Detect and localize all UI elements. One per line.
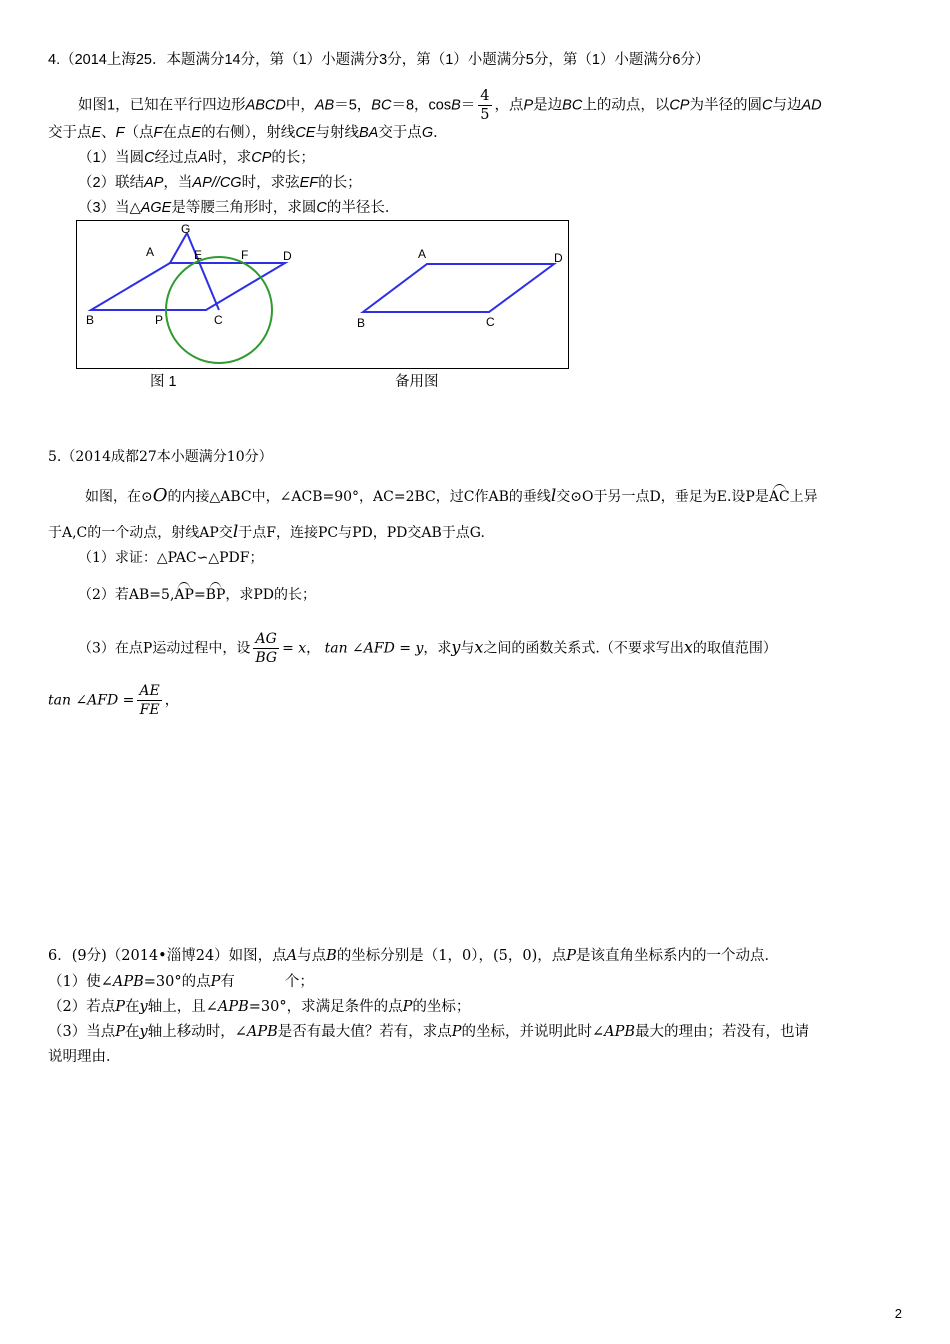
fig1-label-p: P: [155, 313, 164, 327]
fig1-label-c: C: [214, 313, 223, 327]
q6-subq-3-cont: 说明理由．: [48, 1049, 121, 1065]
q5-header: 5.（2014成都27本小题满分10分）: [48, 449, 273, 465]
fig2-label-b: B: [357, 316, 366, 330]
fig1-label-d: D: [283, 249, 292, 263]
q5-subq-3: （3）在点P运动过程中，设 $\frac{AG}{BG}$ = x， tan ∠AFD = y，求y与x之间的函数关系式.（不要求写出x的取值范围）: [78, 631, 777, 666]
q5-subq-2: （2）若AB=5,AP=BP，求PD的长；: [78, 582, 316, 605]
fig1-label-e: E: [194, 248, 203, 262]
q4-header: 4.（2014上海25．本题满分14分，第（1）小题满分3分，第（1）小题满分5分，第（1）小题满分6分）: [48, 52, 710, 68]
q6-subq-3: （3）当点P在y轴上移动时，∠APB是否有最大值？若有，求点P的坐标，并说明此时∠APB最大的理由；若没有，也请: [48, 1024, 810, 1040]
fig1-label-f: F: [241, 248, 249, 262]
q4-figure-caption-1: 图 1: [150, 374, 177, 390]
q4-intro-line1: 如图1，已知在平行四边形ABCD中，AB＝5，BC＝8，cosB＝ $\frac{4}{5}$ ，点P是边BC上的动点，以CP为半径的圆C与边AD: [78, 88, 822, 123]
q4-figures: [77, 221, 568, 368]
q4-subq-3: （3）当△AGE是等腰三角形时，求圆C的半径长．: [78, 200, 400, 216]
fig1-ray-ba: [170, 233, 187, 263]
fig1-ray-ce: [187, 233, 219, 310]
q6-subq-2: （2）若点P在y轴上，且∠APB=30°，求满足条件的点P的坐标；: [48, 999, 471, 1015]
fig2-parallelogram: [363, 264, 554, 312]
q5-intro-line2: 于A,C的一个动点，射线AP交l于点F，连接PC与PD，PD交AB于点G.: [48, 522, 485, 542]
fig2-label-a: A: [418, 247, 427, 261]
q4-figure-caption-2: 备用图: [395, 374, 439, 390]
q5-tan-formula: tan ∠AFD = $\frac{AE}{FE}$ ，: [48, 683, 179, 718]
arc-ap: AP: [174, 582, 194, 602]
arc-bp: BP: [206, 582, 226, 602]
fig1-label-a: A: [146, 245, 155, 259]
q4-figure-box: [76, 220, 569, 369]
q4-subq-2: （2）联结AP，当AP//CG时，求弦EF的长；: [78, 175, 362, 191]
arc-ac: AC: [769, 484, 790, 504]
fig1-label-g: G: [181, 222, 191, 236]
fig1-parallelogram: [91, 263, 285, 310]
q4-intro-line2: 交于点E、F（点F在点E的右侧），射线CE与射线BA交于点G．: [48, 125, 448, 141]
fig2-label-d: D: [554, 251, 563, 265]
q4-subq-1: （1）当圆C经过点A时，求CP的长；: [78, 150, 315, 166]
page-number: 2: [894, 1306, 902, 1321]
fig2-label-c: C: [486, 315, 495, 329]
q5-subq-1: （1）求证：△PAC∽△PDF；: [78, 550, 264, 566]
q5-intro-line1: 如图，在⊙O的内接△ABC中，∠ACB=90°，AC=2BC，过C作AB的垂线l交⊙O于另一点D，垂足为E.设P是AC上异: [85, 485, 818, 506]
fig1-label-b: B: [86, 313, 95, 327]
q6-header: 6．(9分)（2014•淄博24）如图，点A与点B的坐标分别是（1，0），(5，0)，点P是该直角坐标系内的一个动点．: [48, 948, 780, 964]
q6-subq-1: （1）使∠APB=30°的点P有 个；: [48, 974, 314, 990]
